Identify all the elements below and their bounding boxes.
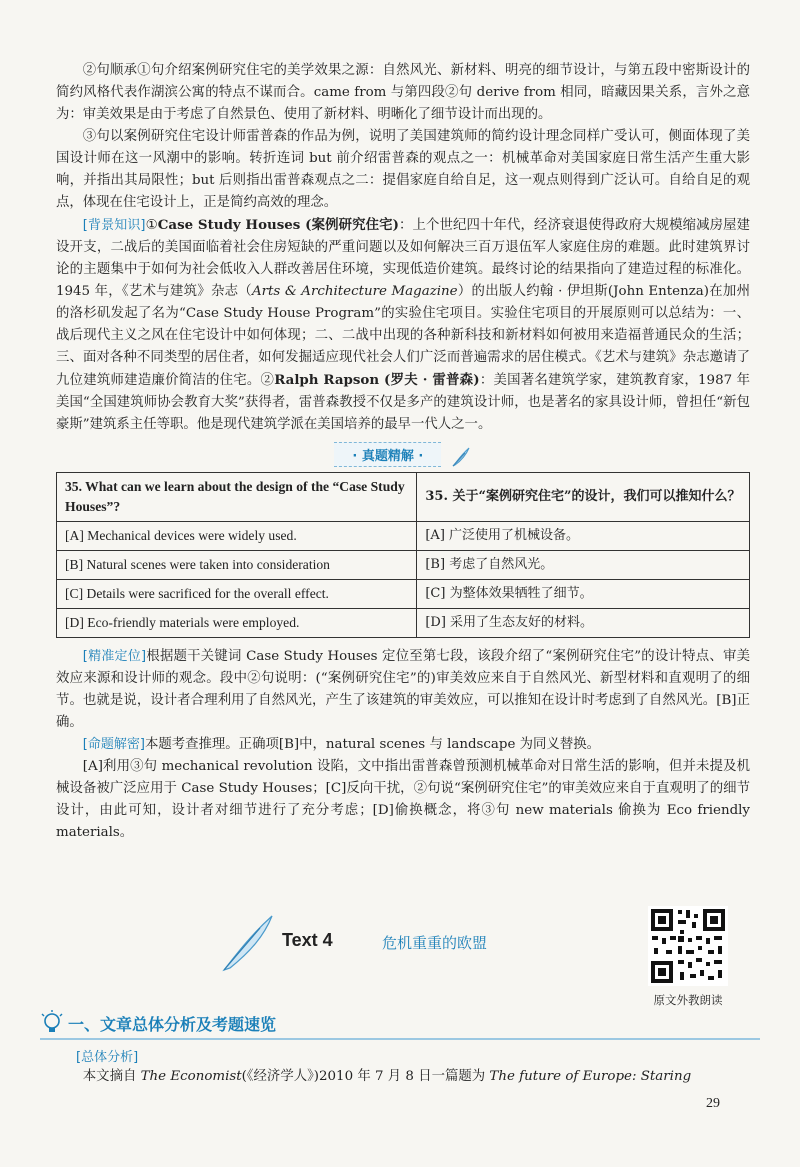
table-row [57,522,750,551]
table-row [57,473,750,522]
main-content [56,60,750,844]
background-knowledge: [背景知识]①Case Study Houses (案例研究住宅)：上个世纪四十年代，经济衰退使得政府大规模缩减房屋建设开支，二战后的美国面临着社会住房短缺的严重问题以及如何解决三百万退伍军人家庭住房的难题。此时建筑界讨论的主题集中于如何为社会低收入人群改善居住环境，实现低造价建筑。最终讨论的结果指向了建造过程的标准化。1945 年，《艺术与建筑》杂志（Arts & Architecture Magazine）的出版人约翰 · 伊坦斯(John Entenza)在加州的洛杉矶发起了名为“Case Study House Program”的实验住宅项目。实验住宅项目的开展原则可以总结为：一、战后现代主义之风在住宅设计中如何体现；二、二战中出现的各种新科技和新材料如何被用来造福普通民众的生活；三、面对各种不同类型的居住者，如何发掘适应现代社会人们广泛而普遍需求的居住模式。《艺术与建筑》杂志邀请了九位建筑师建造廉价简洁的住宅。②Ralph Rapson (罗夫 · 雷普森)：美国著名建筑学家，建筑教育家，1987 年美国“全国建筑师协会教育大奖”获得者，雷普森教授不仅是多产的建筑设计师，也是著名的家具设计师，曾担任“新包豪斯”建筑系主任等职。他是现代建筑学派在美国培养的最早一代人之一。 [56,217,751,432]
text4-heading [220,912,580,972]
paragraph-1: ②句顺承①句介绍案例研究住宅的美学效果之源：自然风光、新材料、明亮的细节设计，与第五段中密斯设计的简约风格代表作湖滨公寓的特点不谋而合。came from 与第四段②句 derive from 相同，暗藏因果关系，言外之意为：审美效果是由于考虑了自然景色、使用了新材料、明晰化了细节设计而出现的。 [56,63,750,122]
page-number: 29 [706,1096,720,1111]
section-header [40,1010,760,1040]
text4-title: Text 4 [282,930,333,950]
precise-location: [精准定位]根据题干关键词 Case Study Houses 定位至第七段，该段介绍了“案例研究住宅”的设计特点、审美效应来源和设计师的观念。段中②句说明：(“案例研究住宅”的)审美效应来自于自然风光、新型材料和直观明了的细节。也就是说，设计者合理利用了自然风光，产生了该建筑的审美效应，可以推知在设计时考虑到了自然风光。[B]正确。 [56,649,750,730]
question-decode: [命题解密]本题考查推理。正确项[B]中，natural scenes 与 landscape 为同义替换。 [82,737,600,752]
section-banner: · 真题精解 · [56,442,750,468]
overall-analysis-text: 本文摘自 The Economist(《经济学人》)2010 年 7 月 8 日一篇题为 The future of Europe: Staring [82,1069,692,1084]
table-row [57,551,750,580]
question-zh: 35. 关于“案例研究住宅”的设计，我们可以推知什么？ [417,473,750,522]
lightbulb-icon [40,1010,64,1036]
bg-tag: [背景知识] [82,218,146,233]
qr-caption: 原文外教朗读 [653,993,723,1007]
option-b-en: [B] Natural scenes were taken into consideration [57,551,417,580]
question-en: 35. What can we learn about the design of the “Case Study Houses”? [57,473,417,522]
locate-tag: [精准定位] [82,649,147,664]
option-a-zh: [A] 广泛使用了机械设备。 [417,522,750,551]
paragraph-2: ③句以案例研究住宅设计师雷普森的作品为例，说明了美国建筑师的简约设计理念同样广受认可，侧面体现了美国设计师在这一风潮中的影响。转折连词 but 前介绍雷普森的观点之一：机械革命对美国家庭日常生活产生重大影响，并指出其局限性；but 后则指出雷普森观点之二：提倡家庭自给自足，这一观点则得到广泛认可。自给自足的观点，体现在住宅设计上，正是简约高效的理念。 [56,129,750,210]
decode-tag: [命题解密] [82,737,145,752]
question-decode-2: [A]利用③句 mechanical revolution 设陷，文中指出雷普森曾预测机械革命对日常生活的影响，但并未提及机械设备被广泛应用于 Case Study Houses；[C]反向干扰，②句说“案例研究住宅”的审美效应来自于直观明了的细节设计，由此可知，设计者对细节进行了充分考虑；[D]偷换概念，将③句 new materials 偷换为 Eco friendly materials。 [56,759,750,840]
qr-code-icon[interactable] [648,906,728,986]
table-row [57,609,750,638]
quill-icon [220,912,276,972]
option-c-zh: [C] 为整体效果牺牲了细节。 [417,580,750,609]
table-row [57,580,750,609]
option-b-zh: [B] 考虑了自然风光。 [417,551,750,580]
overall-analysis-tag: [总体分析] [76,1050,139,1065]
option-a-en: [A] Mechanical devices were widely used. [57,522,417,551]
option-d-en: [D] Eco-friendly materials were employed. [57,609,417,638]
qr-code-block[interactable] [648,906,728,1008]
option-d-zh: [D] 采用了生态友好的材料。 [417,609,750,638]
option-c-en: [C] Details were sacrificed for the overall effect. [57,580,417,609]
feather-icon [450,446,472,468]
text4-subtitle: 危机重重的欧盟 [382,934,488,952]
question-table [56,472,750,638]
section-title: 一、文章总体分析及考题速览 [68,1015,277,1034]
